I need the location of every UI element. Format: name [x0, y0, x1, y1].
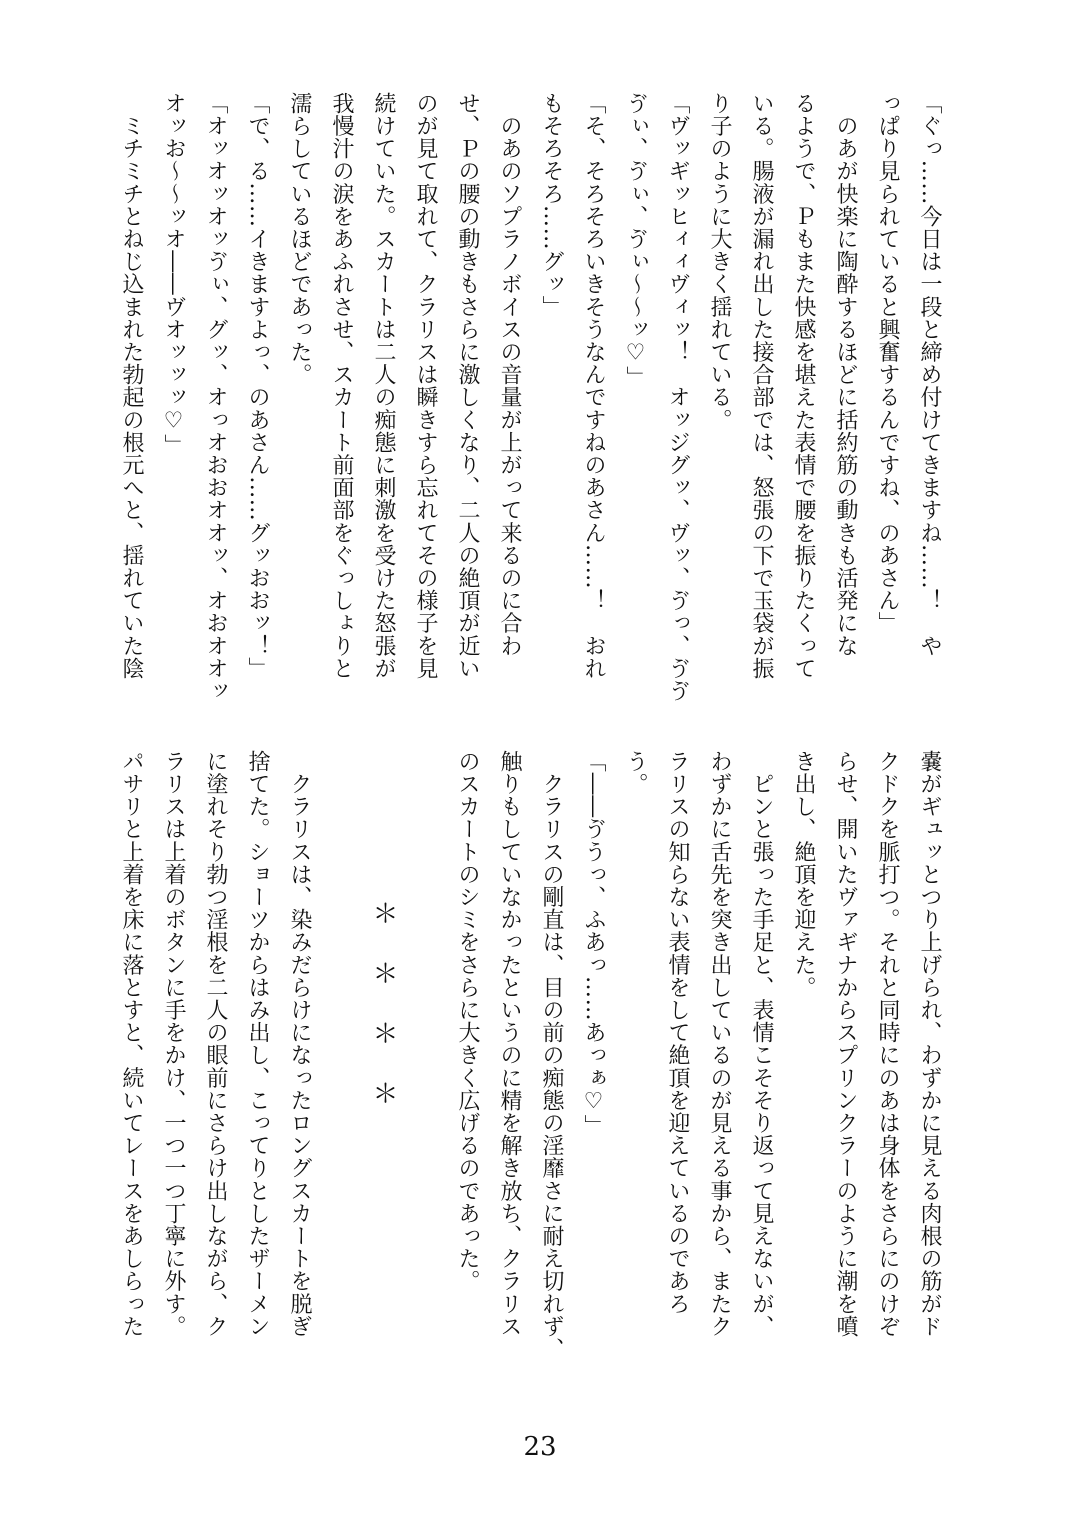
text-line: 我慢汁の涙をあふれさせ、スカート前面部をぐっしょりと [329, 92, 354, 680]
text-line: ピンと張った手足と、表情こそそり返って見えないが、 [749, 750, 774, 1338]
text-line: のあのソプラノボイスの音量が上がって来るのに合わ [497, 92, 522, 657]
text-line: クドクを脈打つ。それと同時にのあは身体をさらにのけぞ [875, 750, 900, 1338]
text-line: るようで、Ｐもまた快感を堪えた表情で腰を振りたくって [791, 92, 816, 680]
text-line: ゔぃ、ゔぃ、ゔぃ～～ッ♡」 [623, 92, 648, 389]
text-line: オッお～～ッオ――ヴオッッッ♡」 [161, 92, 186, 457]
text-line: のあが快楽に陶酔するほどに括約筋の動きも活発にな [833, 92, 858, 657]
text-line: クラリスの剛直は、目の前の痴態の淫靡さに耐え切れず、 [539, 750, 564, 1361]
text-line: う。 [623, 750, 648, 796]
text-line: のが見て取れて、クラリスは瞬きすら忘れてその様子を見 [413, 92, 438, 680]
text-line: わずかに舌先を突き出しているのが見える事から、またク [707, 750, 732, 1338]
text-line: パサリと上着を床に落とすと、続いてレースをあしらった [119, 750, 144, 1338]
text-block-bottom [108, 750, 950, 1380]
text-line: に塗れそり勃つ淫根を二人の眼前にさらけ出しながら、ク [203, 750, 228, 1338]
text-line: 「オッオッオッゔぃ、グッ、オっオおおオオッ、オおオオッ [203, 92, 228, 703]
text-line: 嚢がギュッとつり上げられ、わずかに見える肉根の筋がド [917, 750, 942, 1338]
text-block-top [108, 92, 950, 722]
text-line: 捨てた。ショーツからはみ出し、こってりとしたザーメン [245, 750, 270, 1338]
text-line: 「で、る……イきますよっ、のあさん……グッおおッ！」 [245, 92, 270, 680]
text-line: 続けていた。スカートは二人の痴態に刺激を受けた怒張が [371, 92, 396, 680]
text-line: ミチミチとねじ込まれた勃起の根元へと、揺れていた陰 [119, 92, 144, 680]
text-line: 「ヴッギッヒィィヴィッ！ オッジグッ、ヴッ、ゔっ、ゔゔ [665, 92, 690, 703]
text-line: 触りもしていなかったというのに精を解き放ち、クラリス [497, 750, 522, 1338]
text-line: クラリスは、染みだらけになったロングスカートを脱ぎ [287, 750, 312, 1338]
text-line: 濡らしているほどであった。 [287, 92, 312, 386]
text-line: 「そ、そろそろいきそうなんですねのあさん……！ おれ [581, 92, 606, 680]
text-line: っぱり見られていると興奮するんですね、のあさん」 [875, 92, 900, 635]
text-line: き出し、絶頂を迎えた。 [791, 750, 816, 999]
text-line: もそろそろ……グッ」 [539, 92, 564, 318]
text-line: 「――ゔうっ、ふあっ……あっぁ♡」 [581, 750, 606, 1138]
page-number: 23 [523, 1432, 557, 1462]
text-line: ラリスは上着のボタンに手をかけ、一つ一つ丁寧に外す。 [161, 750, 186, 1338]
text-line: せ、Ｐの腰の動きもさらに激しくなり、二人の絶頂が近い [455, 92, 480, 680]
text-line: のスカートのシミをさらに大きく広げるのであった。 [455, 750, 480, 1293]
text-line: 「ぐっ……今日は一段と締め付けてきますね……！ や [917, 92, 942, 657]
text-line: り子のように大きく揺れている。 [707, 92, 732, 431]
blank-line [404, 750, 446, 1380]
text-line: ラリスの知らない表情をして絶頂を迎えているのであろ [665, 750, 690, 1315]
blank-line [320, 750, 362, 1380]
section-separator: ＊＊＊＊ [368, 900, 398, 1140]
text-line: いる。腸液が漏れ出した接合部では、怒張の下で玉袋が振 [749, 92, 774, 680]
text-line: らせ、開いたヴァギナからスプリンクラーのように潮を噴 [833, 750, 858, 1338]
